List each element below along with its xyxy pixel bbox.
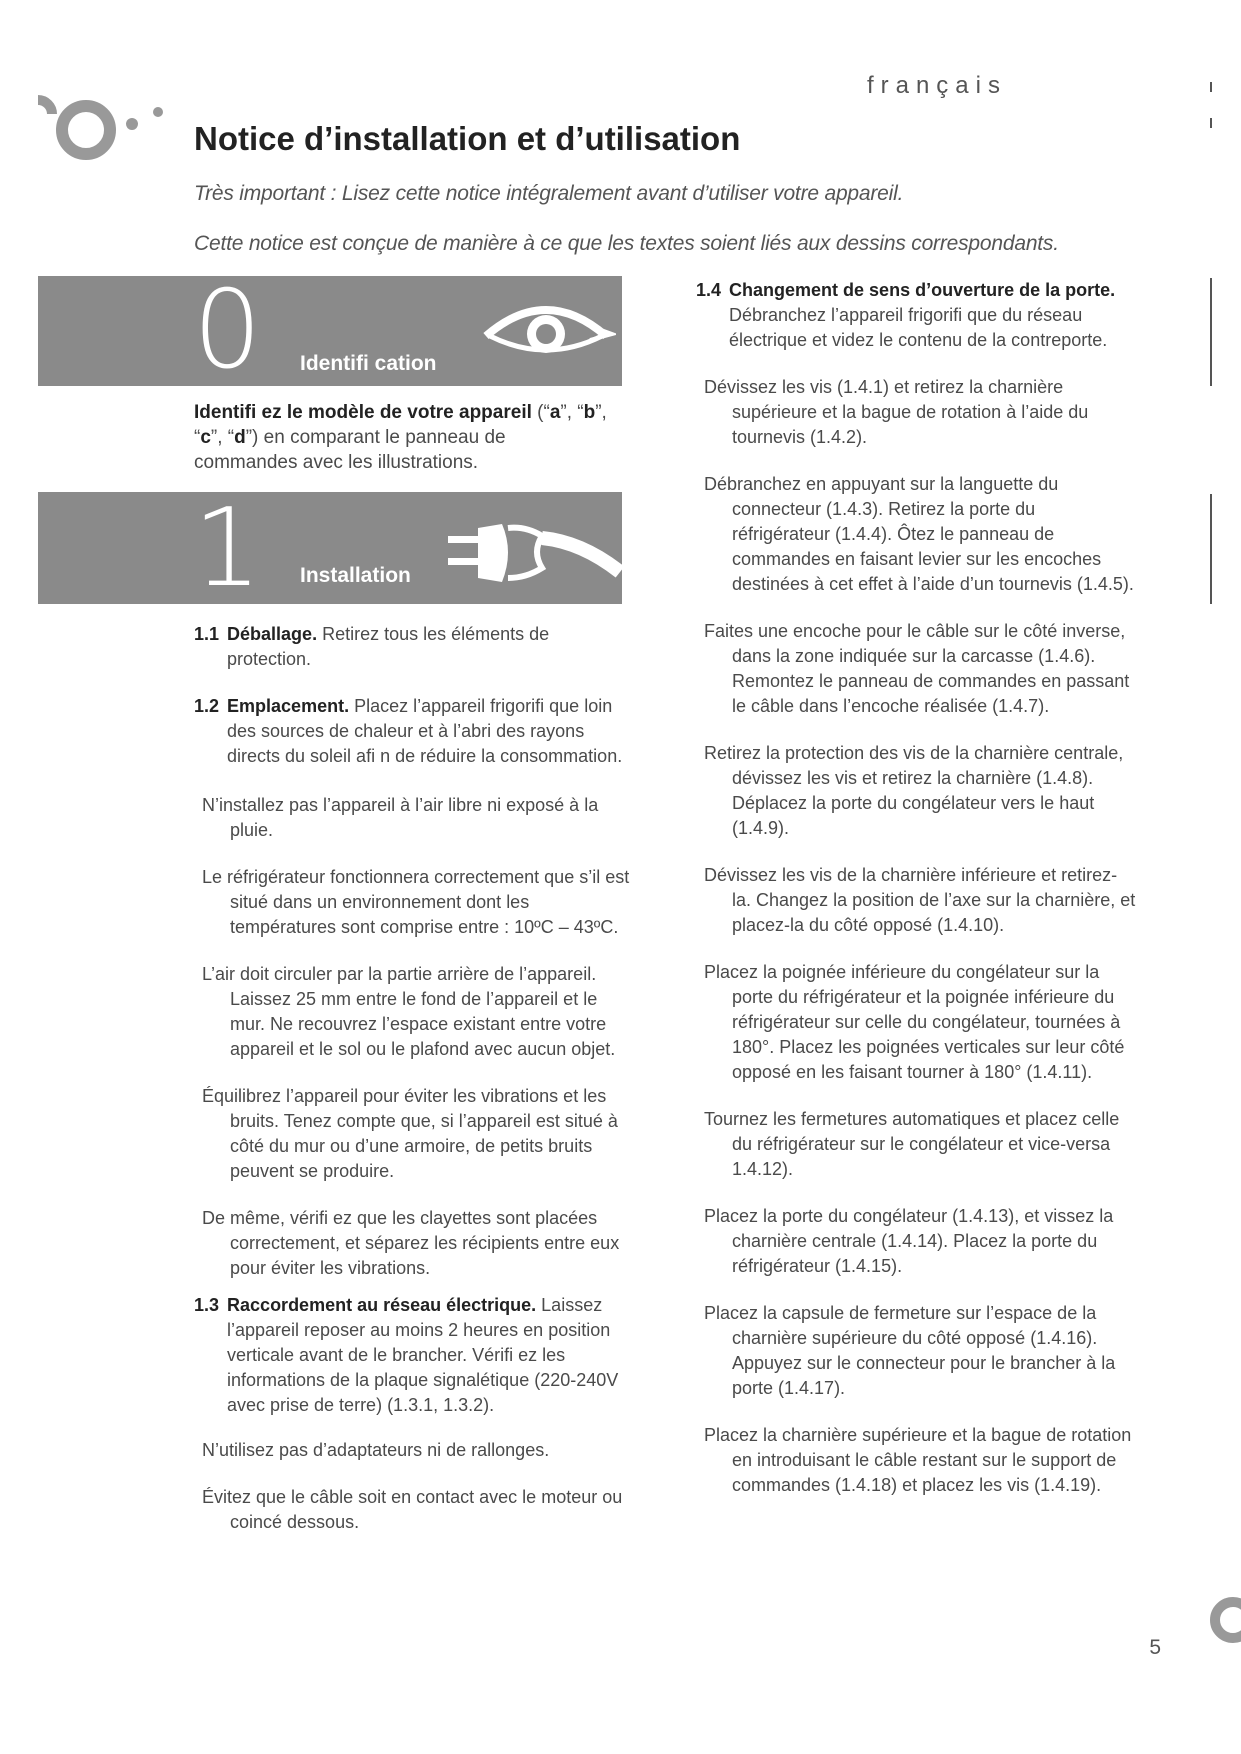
identification-lead: Identifi ez le modèle de votre appareil bbox=[194, 402, 532, 423]
bullet-outdoor: N’installez pas l’appareil à l’air libre ni exposé à la pluie. bbox=[202, 795, 599, 840]
step-5: Dévissez les vis de la charnière inférieure et retirez-la. Changez la position de l’axe sur la charnière, et placez-la du côté opposé (1.4.10). bbox=[704, 865, 1136, 935]
bullet-cable: Évitez que le câble soit en contact avec le moteur ou coincé dessous. bbox=[202, 1487, 623, 1532]
item-1-2 bbox=[194, 694, 634, 769]
bullet-adapters: N’utilisez pas d’adaptateurs ni de rallonges. bbox=[202, 1440, 550, 1460]
step-8: Placez la porte du congélateur (1.4.13), et vissez la charnière centrale (1.4.14). Placez la porte du réfrigérateur (1.4.15). bbox=[704, 1206, 1114, 1276]
installation-column bbox=[194, 622, 634, 1557]
step-2: Débranchez en appuyant sur la languette du connecteur (1.4.3). Retirez la porte du réfrigérateur (1.4.4). Ôtez le panneau de commandes en faisant levier sur les encoches destinées à cet effet à l’aide d’un tournevis (1.4.5). bbox=[704, 474, 1134, 594]
eye-icon bbox=[480, 290, 616, 370]
bullet-shelves: De même, vérifi ez que les clayettes sont placées correctement, et séparez les récipients entre eux pour éviter les vibrations. bbox=[202, 1208, 620, 1278]
page-title: Notice d’installation et d’utilisation bbox=[194, 120, 741, 157]
edge-marker bbox=[1210, 118, 1212, 128]
model-d: d bbox=[234, 427, 246, 448]
item-text: Débranchez l’appareil frigorifi que du réseau électrique et videz le contenu de la contreporte. bbox=[729, 305, 1108, 350]
bullet-temperature: Le réfrigérateur fonctionnera correctement que s’il est situé dans un environnement dont les températures sont comprise entre : 10ºC – 43ºC. bbox=[202, 867, 630, 937]
item-1-3 bbox=[194, 1293, 634, 1418]
item-number: 1.4 bbox=[696, 280, 722, 300]
text-run: ”, “ bbox=[194, 402, 607, 448]
model-c: c bbox=[200, 427, 211, 448]
intro-important: Très important : Lisez cette notice intégralement avant d’utiliser votre appareil. bbox=[194, 182, 904, 205]
item-text: Placez l’appareil frigorifi que loin des sources de chaleur et à l’abri des rayons directs du soleil afi n de réduire la consommation. bbox=[227, 696, 623, 766]
language-label: français bbox=[866, 72, 1007, 99]
section-number: 0 bbox=[193, 268, 262, 393]
edge-marker bbox=[1210, 494, 1212, 604]
plug-icon bbox=[442, 516, 622, 592]
step-7: Tournez les fermetures automatiques et placez celle du réfrigérateur sur le congélateur et vice-versa 1.4.12). bbox=[704, 1109, 1120, 1179]
bullet-air: L’air doit circuler par la partie arrière de l’appareil. Laissez 25 mm entre le fond de l’appareil et le mur. Ne recouvrez l’espace existant entre votre appareil et le sol ou le plafond avec aucun objet. bbox=[202, 964, 616, 1059]
item-number: 1.3 bbox=[194, 1295, 220, 1315]
intro-notice: Cette notice est conçue de manière à ce que les textes soient liés aux dessins correspondants. bbox=[194, 232, 1059, 255]
item-1-1 bbox=[194, 622, 634, 672]
item-number: 1.2 bbox=[194, 696, 220, 716]
text-run: ”) en comparant le panneau de commandes avec les illustrations. bbox=[194, 427, 506, 473]
step-4: Retirez la protection des vis de la charnière centrale, dévissez les vis et retirez la charnière (1.4.8). Déplacez la porte du congélateur vers le haut (1.4.9). bbox=[704, 743, 1124, 838]
item-text: Retirez tous les éléments de protection. bbox=[227, 624, 550, 669]
door-reversal-column bbox=[696, 278, 1136, 1520]
item-1-4 bbox=[696, 278, 1136, 353]
edge-marker bbox=[1210, 82, 1212, 92]
section-number: 1 bbox=[193, 486, 262, 611]
page-number: 5 bbox=[1149, 1636, 1161, 1659]
text-run: ”, “ bbox=[210, 427, 235, 448]
model-b: b bbox=[583, 402, 596, 423]
brand-logo bbox=[30, 78, 170, 178]
step-1: Dévissez les vis (1.4.1) et retirez la charnière supérieure et la bague de rotation à l’aide du tournevis (1.4.2). bbox=[704, 377, 1089, 447]
item-heading: Déballage. bbox=[227, 624, 318, 644]
step-6: Placez la poignée inférieure du congélateur sur la porte du réfrigérateur et la poignée inférieure du réfrigérateur sur celle du congélateur, tournées à 180°. Placez les poignées verticales sur leur côté opposé en les faisant tourner à 180° (1.4.11). bbox=[704, 962, 1125, 1082]
item-text: Laissez l’appareil reposer au moins 2 heures en position verticale avant de le brancher. Vérifi ez les informations de la plaque signalétique (220-240V avec prise de terre) (1.3.1, 1.3.2). bbox=[227, 1295, 619, 1415]
item-number: 1.1 bbox=[194, 624, 220, 644]
model-a: a bbox=[549, 402, 561, 423]
item-heading: Raccordement au réseau électrique. bbox=[227, 1295, 537, 1315]
step-10: Placez la charnière supérieure et la bague de rotation en introduisant le câble restant sur le support de commandes (1.4.18) et placez les vis (1.4.19). bbox=[704, 1425, 1132, 1495]
text-run: ”, “ bbox=[560, 402, 584, 423]
identification-text bbox=[194, 400, 614, 475]
item-heading: Emplacement. bbox=[227, 696, 350, 716]
step-3: Faites une encoche pour le câble sur le côté inverse, dans la zone indiquée sur la carcasse (1.4.6). Remontez le panneau de commandes en passant le câble dans l’encoche réalisée (1.4.7). bbox=[704, 621, 1130, 716]
text-run: (“ bbox=[531, 402, 550, 423]
bullet-level: Équilibrez l’appareil pour éviter les vibrations et les bruits. Tenez compte que, si l’appareil est situé à côté du mur ou d’une armoire, de petits bruits peuvent se produire. bbox=[202, 1086, 618, 1181]
section-label: Identifi cation bbox=[300, 352, 437, 375]
section-banner-installation bbox=[38, 486, 622, 611]
section-label: Installation bbox=[300, 564, 411, 587]
edge-marker bbox=[1210, 278, 1212, 386]
step-9: Placez la capsule de fermeture sur l’espace de la charnière supérieure du côté opposé (1.4.16). Appuyez sur le connecteur pour le brancher à la porte (1.4.17). bbox=[704, 1303, 1116, 1398]
item-heading: Changement de sens d’ouverture de la porte. bbox=[729, 280, 1116, 300]
circle-decoration-icon bbox=[1191, 1590, 1241, 1650]
section-banner-identification bbox=[38, 268, 622, 393]
